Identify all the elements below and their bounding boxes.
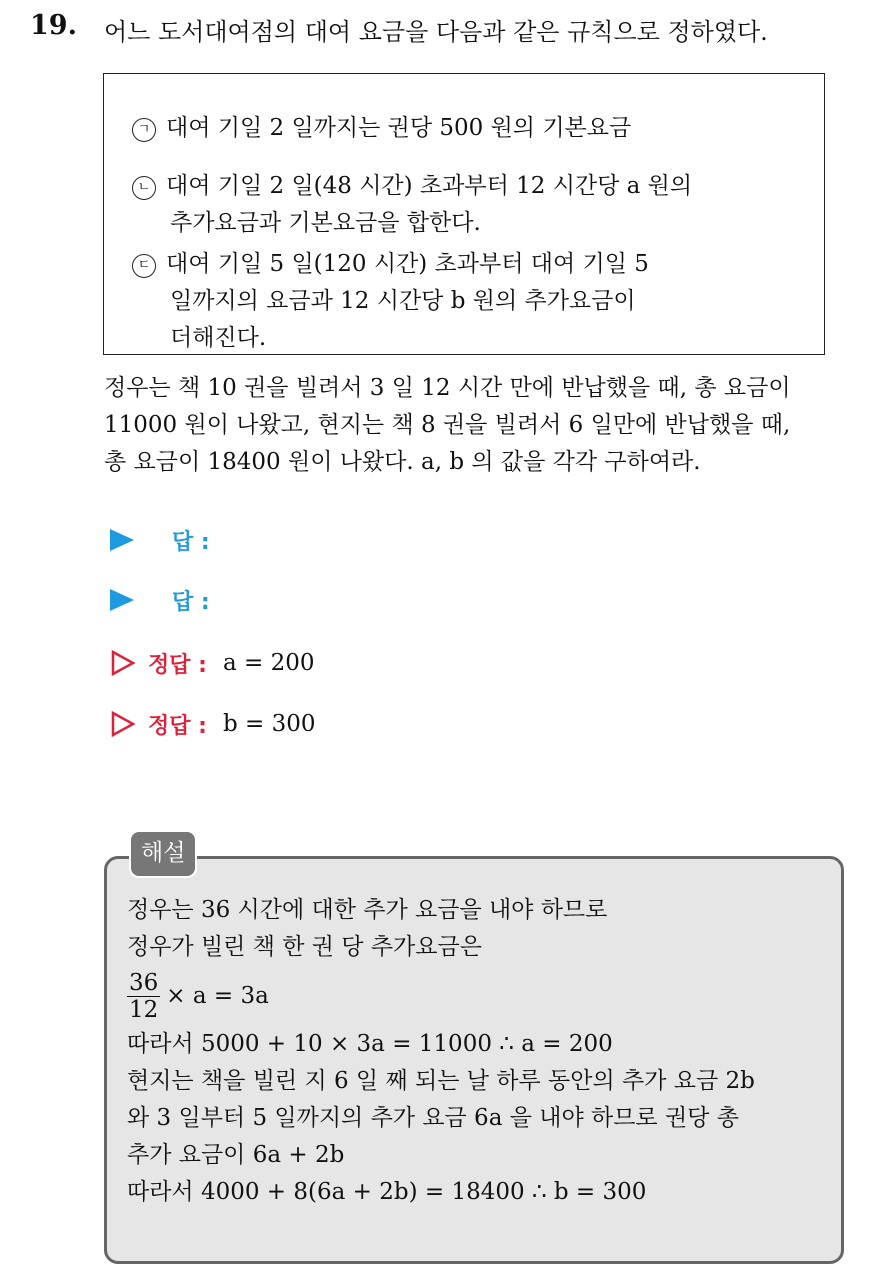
rule-line: 추가요금과 기본요금을 합한다. — [170, 210, 481, 236]
outline-triangle-icon — [110, 650, 136, 676]
answer-label: 답 : — [172, 529, 210, 555]
rule-marker: ㄷ — [132, 254, 156, 278]
play-triangle-icon — [110, 589, 134, 611]
problem-paragraph — [104, 370, 864, 481]
paragraph-line: 총 요금이 18400 원이 나왔다. a, b 의 값을 각각 구하여라. — [104, 449, 701, 475]
answer-blank-2 — [110, 582, 210, 618]
fraction-rest: × a = 3a — [166, 982, 269, 1009]
rule-marker: ㄴ — [132, 176, 156, 200]
fraction-denominator: 12 — [129, 996, 159, 1023]
answer-blank-1 — [110, 522, 210, 558]
correct-answer-2 — [110, 706, 316, 742]
explanation-line: 현지는 책을 빌린 지 6 일 째 되는 날 하루 동안의 추가 요금 2b — [127, 1068, 755, 1094]
explanation-line: 추가 요금이 6a + 2b — [127, 1142, 345, 1168]
rules-box — [103, 73, 825, 355]
rule-line: 대여 기일 5 일(120 시간) 초과부터 대여 기일 5 — [166, 251, 649, 277]
explanation-line: 와 3 일부터 5 일까지의 추가 요금 6a 을 내야 하므로 권당 총 — [127, 1105, 739, 1131]
correct-label: 정답 : — [148, 652, 207, 678]
rule-1 — [132, 110, 631, 147]
correct-value: a = 200 — [222, 650, 315, 676]
paragraph-line: 정우는 책 10 권을 빌려서 3 일 12 시간 만에 반납했을 때, 총 요금이 — [104, 375, 791, 401]
answer-label: 답 : — [172, 589, 210, 615]
rule-line: 대여 기일 2 일까지는 권당 500 원의 기본요금 — [166, 115, 632, 141]
rule-line: 더해진다. — [170, 325, 267, 351]
rule-2 — [132, 168, 692, 242]
fraction-numerator: 36 — [129, 969, 159, 996]
question-number: 19. — [30, 10, 77, 41]
explanation-line: 따라서 5000 + 10 × 3a = 11000 ∴ a = 200 — [127, 1031, 613, 1057]
explanation-line: 정우는 36 시간에 대한 추가 요금을 내야 하므로 — [127, 897, 608, 923]
correct-value: b = 300 — [222, 711, 316, 737]
rule-marker: ㄱ — [132, 118, 156, 142]
rule-3 — [132, 246, 649, 357]
fraction — [127, 970, 160, 1023]
outline-triangle-icon — [110, 711, 136, 737]
play-triangle-icon — [110, 529, 134, 551]
explanation-tag: 해설 — [129, 830, 197, 878]
question-text: 어느 도서대여점의 대여 요금을 다음과 같은 규칙으로 정하였다. — [104, 18, 768, 46]
explanation-line: 따라서 4000 + 8(6a + 2b) = 18400 ∴ b = 300 — [127, 1179, 647, 1205]
explanation-line: 정우가 빌린 책 한 권 당 추가요금은 — [127, 934, 482, 960]
rule-line: 대여 기일 2 일(48 시간) 초과부터 12 시간당 a 원의 — [166, 173, 693, 199]
correct-answer-1 — [110, 645, 314, 681]
rule-line: 일까지의 요금과 12 시간당 b 원의 추가요금이 — [170, 288, 636, 314]
correct-label: 정답 : — [148, 713, 207, 739]
paragraph-line: 11000 원이 나왔고, 현지는 책 8 권을 빌려서 6 일만에 반납했을 때, — [104, 412, 791, 438]
explanation-fraction-line — [127, 966, 755, 1026]
explanation-text — [127, 892, 755, 1211]
